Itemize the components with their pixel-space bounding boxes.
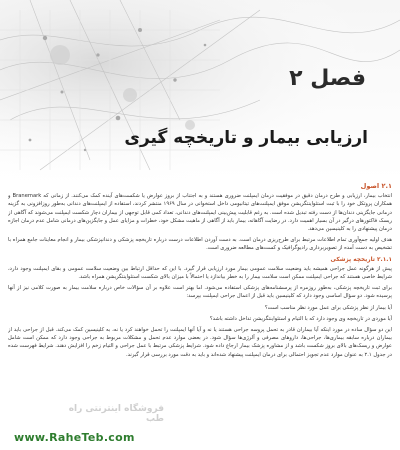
question-2: آیا موردی در تاریخچه وی وجود دارد که با التیام و استئواینتگریشن تداخل داشته باشد؟ bbox=[209, 315, 392, 322]
paragraph-1: انتخاب بیمار، ارزیابی و طرح درمان دقیق در موفقیت درمان ایمپلنت ضروری هستند و به اجتناب از بروز عوارض یا شکست‌های آینده کمک می‌کنند. از زمانی که Branemark و همکاران پروتکل خود را با ثبت استئواینتگریشن موفق ایمپلنت‌های تیتانیومی داخل استخوانی در سال ۱۹۶۹ منتشر کردند، استفاده از ایمپلنت‌های دندانی به‌طور روزافزونی به گزینه درمانی جایگزینی دندان‌ها از دست رفته تبدیل شده است. به رغم قابلیت پیش‌بینی ایمپلنت‌های دندانی، تعداد کمی قابل توجهی از بیماران دچار شکست ایمپلنت می‌شوند که آگاهی از ریسک فاکتورهای درگیر در آن بسیار اهمیت دارد. در رضایت آگاهانه، بیمار باید از آگاهی از ماهیت مشکل خود، خطرات و مزایای عمل و جایگزین‌های درمانی شامل عدم درمان اجازه درمان پیشنهادی را به کلینیسین می‌دهد. bbox=[8, 193, 392, 233]
paragraph-2: هدف اولیه جمع‌آوری تمام اطلاعات مرتبط برای طرح‌ریزی درمان است. به دست آوردن اطلاعات درست درباره تاریخچه پزشکی و دندانپزشکی بیمار و انجام معاینات جامع همراه با تشخیص به دست آمده از تصویربرداری رادیوگرافیک و کست‌های مطالعه ضروری است. bbox=[8, 237, 392, 252]
chapter-body bbox=[8, 182, 392, 424]
chapter-number: فصل ۲ bbox=[289, 66, 366, 91]
section-heading-principles: ۲.۱ اصول bbox=[360, 182, 392, 190]
section-heading-medical-history: ۲.۱.۱ تاریخچه پزشکی bbox=[330, 256, 392, 263]
paragraph-5: این دو سؤال ساده در مورد اینکه آیا بیماران قادر به تحمل پروسه جراحی هستند یا نه و آیا آنها ایمپلنت را تحمل خواهند کرد یا نه، به کلینیسین کمک می‌کند. قبل از جراحی باید از بیماران درباره سابقه بیماری‌ها، جراحی‌ها، داروهای مصرفی و آلرژی‌ها سؤال شود. در بعضی موارد عدم تحمل و مشکلات مربوط به جراحی وجود دارد که ممکن است شامل عوارض و ریسک‌های بالای بروز شکست باشد و از مشاوره پزشک بیمار ارجاع داده شود. شرایط پزشکی مرتبط با عمل جراحی و التیام زخم را افزایش دهند. شرایط فهرست شده در جدول ۲.۱ به عنوان موارد عدم تجویز احتمالی برای درمان ایمپلنت پیشنهاد شده‌اند و باید به دقت مورد بررسی قرار گیرند. bbox=[8, 327, 392, 358]
chapter-title: ارزیابی بیمار و تاریخچه گیری bbox=[124, 128, 368, 148]
watermark-store-name: فروشگاه اینترنتی راه طب bbox=[68, 404, 164, 424]
paragraph-3: پیش از هرگونه عمل جراحی همیشه باید وضعیت سلامت عمومی بیمار مورد ارزیابی قرار گیرد. با این که حداقل ارتباط بین وضعیت سلامت عمومی و بقای ایمپلنت وجود دارد، شرایط خاصی هستند که جراحی ایمپلنت ممکن است سلامت بیمار را به خطر بیاندازد یا احتمالاً با میزان بالای شکست استئواینتگریشن همراه باشد. bbox=[8, 265, 392, 281]
paragraph-4: برای ثبت تاریخچه پزشکی، به‌طور روزمره از پرسشنامه‌های پزشکی استفاده می‌شود. اما بهتر است علاوه بر آن سؤالات خاص درباره سلامت بیمار به صورت کلامی نیز از آنها پرسیده شود. دو سؤال اساسی وجود دارد که کلینیسین باید قبل از اعمال جراحی ایمپلنت بپرسد: bbox=[8, 285, 392, 300]
watermark-url: www.RaheTeb.com bbox=[14, 431, 135, 444]
question-1: آیا بیمار از نظر پزشکی برای عمل مورد نظر مناسب است؟ bbox=[264, 304, 392, 311]
